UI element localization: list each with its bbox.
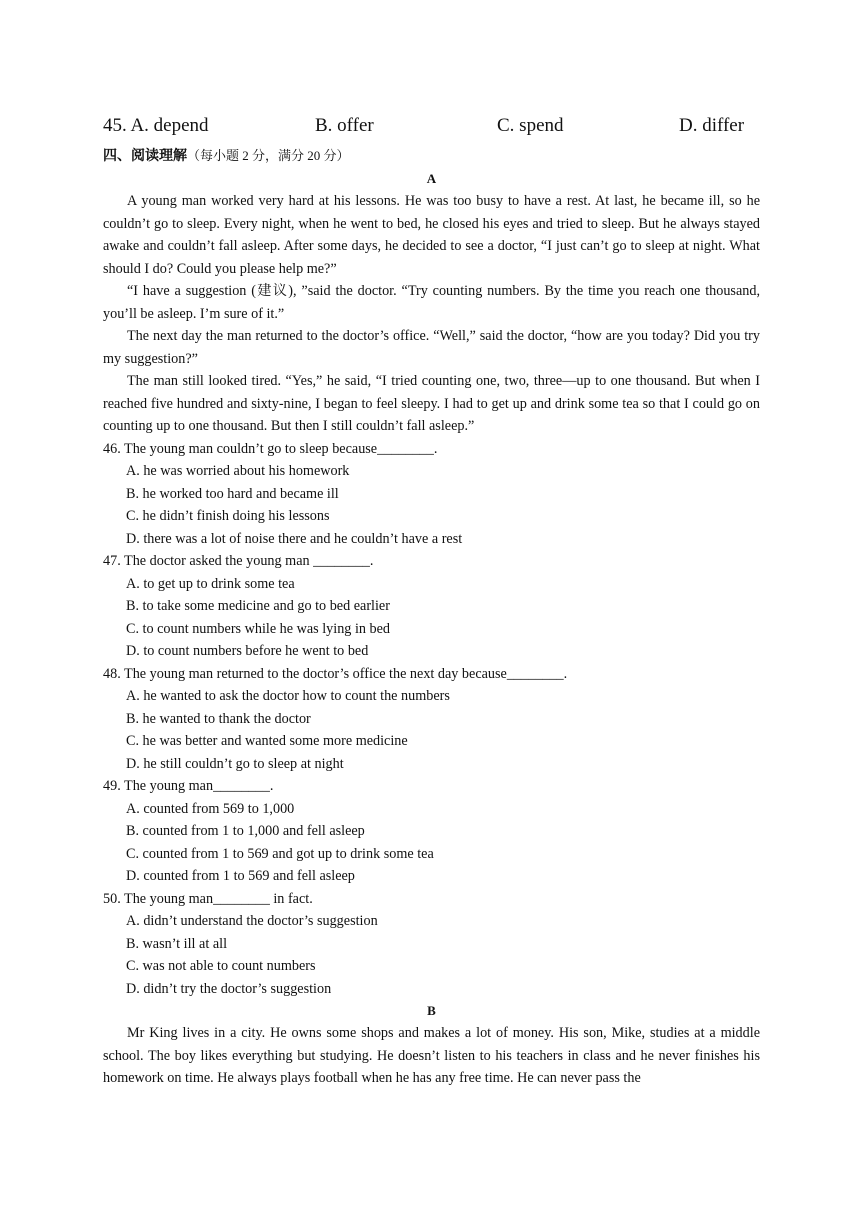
question-49	[103, 775, 760, 888]
section-note: （每小题 2 分，满分 20 分）	[187, 148, 350, 163]
passage-b-paragraph-1: Mr King lives in a city. He owns some shops and makes a lot of money. His son, Mike, studies at a middle school. The boy likes everything but studying. He doesn’t listen to his teachers in class and he never finishes his homework on time. He always plays football when he has any free time. He can never pass the	[103, 1025, 760, 1086]
question-47	[103, 550, 760, 663]
passage-a-label: A	[426, 171, 437, 186]
option-d: D. counted from 1 to 569 and fell asleep	[126, 868, 355, 884]
q45-option-b: B. offer	[315, 115, 374, 136]
option-a: A. counted from 569 to 1,000	[126, 800, 295, 817]
option-c: C. counted from 1 to 569 and got up to drink some tea	[126, 845, 434, 862]
question-48	[103, 663, 760, 776]
question-stem: 50. The young man________ in fact.	[103, 890, 313, 907]
option-d: D. didn’t try the doctor’s suggestion	[126, 980, 332, 997]
q45-option-c: C. spend	[497, 115, 564, 136]
option-c: C. he was better and wanted some more medicine	[126, 733, 408, 749]
question-stem: 46. The young man couldn’t go to sleep because________.	[103, 440, 438, 457]
section-title: 四、阅读理解	[103, 148, 187, 164]
section-heading	[103, 144, 760, 168]
option-a: A. to get up to drink some tea	[126, 575, 295, 592]
q45-option-d: D. differ	[679, 115, 745, 136]
question-45-options	[103, 112, 760, 140]
exam-page	[103, 112, 760, 1090]
passage-a-paragraph-3: The next day the man returned to the doctor’s office. “Well,” said the doctor, “how are you today? Did you try my suggestion?”	[103, 328, 760, 367]
question-stem: 48. The young man returned to the doctor’s office the next day because________.	[103, 665, 568, 682]
option-a: A. he wanted to ask the doctor how to count the numbers	[126, 688, 450, 704]
question-stem: 49. The young man________.	[103, 778, 274, 794]
option-b: B. counted from 1 to 1,000 and fell asleep	[126, 823, 365, 839]
passage-a-paragraph-2: “I have a suggestion (建议), ”said the doctor. “Try counting numbers. By the time you reach one thousand, you’ll be asleep. I’m sure of it.”	[103, 283, 760, 322]
passage-a-paragraph-4: The man still looked tired. “Yes,” he said, “I tried counting one, two, three—up to one thousand. But when I reached five hundred and sixty-nine, I began to feel sleepy. I had to get up and drink some tea so that I could go on counting up to one thousand. But then I still couldn’t fall asleep.”	[103, 373, 760, 434]
option-a: A. he was worried about his homework	[126, 463, 350, 479]
option-c: C. was not able to count numbers	[126, 958, 316, 974]
option-d: D. he still couldn’t go to sleep at night	[126, 755, 344, 772]
question-46	[103, 438, 760, 551]
passage-a-paragraph-1: A young man worked very hard at his lessons. He was too busy to have a rest. At last, he became ill, so he couldn’t go to sleep. Every night, when he went to bed, he closed his eyes and tried to sleep. But he always stayed awake and couldn’t fall asleep. After some days, he decided to see a doctor, “I just can’t go to sleep at night. What should I do? Could you please help me?”	[103, 193, 760, 277]
passage-b-label: B	[427, 1003, 436, 1018]
option-b: B. he wanted to thank the doctor	[126, 710, 311, 727]
question-50	[103, 888, 760, 1001]
q45-option-a: 45. A. depend	[103, 115, 209, 136]
option-c: C. he didn’t finish doing his lessons	[126, 508, 330, 524]
option-b: B. he worked too hard and became ill	[126, 485, 339, 502]
option-d: D. there was a lot of noise there and he couldn’t have a rest	[126, 530, 463, 547]
option-b: B. to take some medicine and go to bed earlier	[126, 598, 390, 614]
option-c: C. to count numbers while he was lying in bed	[126, 620, 391, 637]
question-stem: 47. The doctor asked the young man ________.	[103, 553, 374, 569]
option-b: B. wasn’t ill at all	[126, 935, 228, 952]
option-a: A. didn’t understand the doctor’s suggestion	[126, 913, 378, 929]
option-d: D. to count numbers before he went to bed	[126, 643, 369, 659]
